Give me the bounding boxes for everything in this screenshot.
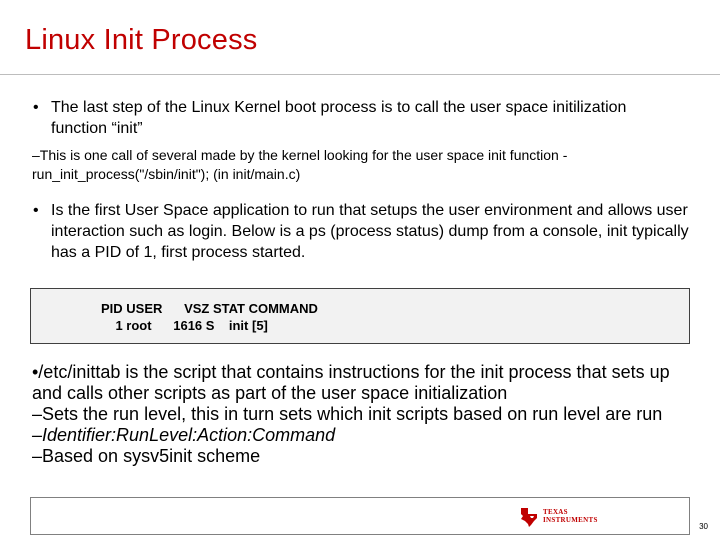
inittab-bullet: •/etc/inittab is the script that contains instructions for the init process that sets up and calls other scripts as part of the user space initialization <box>32 362 670 403</box>
slide-title: Linux Init Process <box>25 24 258 56</box>
ps-dump-box <box>30 288 690 344</box>
logo-line-1: TEXAS <box>543 508 568 516</box>
bullet-text: Is the first User Space application to run that setups the user environment and allows user interaction such as login. Below is a ps (process status) dump from a console, init typically has a PID of 1, first process started. <box>51 202 689 261</box>
bullet-marker: • <box>33 99 39 116</box>
page-number: 30 <box>699 522 708 531</box>
inittab-section <box>32 362 692 467</box>
sub-point-run-init-process: –This is one call of several made by the kernel looking for the user space init function - run_init_process("/sbin/init"); (in init/main.c) <box>32 147 568 182</box>
bullet-first-user-space-app <box>33 200 693 263</box>
ti-logo-text <box>543 508 598 524</box>
bullet-marker: • <box>33 202 39 219</box>
inittab-sub-format: –Identifier:RunLevel:Action:Command <box>32 425 336 445</box>
ti-logo <box>518 505 618 529</box>
texas-state-icon <box>518 506 540 528</box>
title-divider <box>0 74 720 75</box>
logo-line-2: INSTRUMENTS <box>543 516 598 524</box>
inittab-sub-sysv: –Based on sysv5init scheme <box>32 446 261 466</box>
bullet-init-call <box>33 97 673 139</box>
ps-row: 1 root 1616 S init [5] <box>101 318 268 333</box>
inittab-sub-run-level: –Sets the run level, this in turn sets which init scripts based on run level are run <box>32 404 663 424</box>
bullet-text: The last step of the Linux Kernel boot process is to call the user space initilization function “init” <box>51 99 627 137</box>
ps-header: PID USER VSZ STAT COMMAND <box>101 301 318 316</box>
